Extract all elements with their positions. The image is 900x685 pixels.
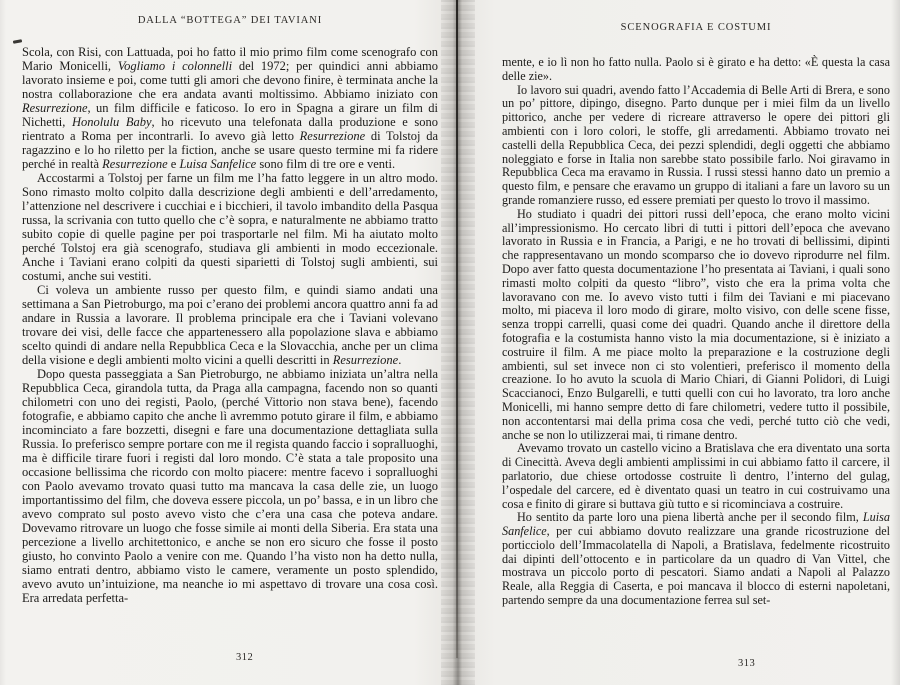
- paragraph: [22, 171, 438, 283]
- italic-text-run: Resurrezione: [102, 157, 168, 171]
- right-page-number: 313: [738, 658, 756, 669]
- left-page-text-column: [22, 45, 438, 605]
- book-gutter-shadow: [441, 0, 475, 685]
- right-page-text-column: [502, 56, 890, 608]
- text-run: mente, e io lì non ho fatto nulla. Paolo si è girato e ha detto: «È questa la casa delle zie».: [502, 55, 890, 83]
- running-header-left: DALLA “BOTTEGA” DEI TAVIANI: [137, 15, 323, 26]
- text-run: , ho ricevuto una telefonata dalla produzione e sono rientrato a Roma per incontrarli. Io avevo già letto: [22, 115, 438, 143]
- text-run: Io lavoro sui quadri, avendo fatto l’Accademia di Belle Arti di Brera, e sono un po’ pittore, dipingo, disegno. Parto dunque per i miei film da un livello pittorico, anche per vedere di ricreare attraverso le opere dei pittori gli ambienti con i loro colori, le stoffe, gli arredamenti. Abbiamo trovato nei castelli della Repubblica Ceca, dei pezzi splendidi, degli oggetti che abbiamo noleggiato e forse in Italia non sarebbe stato possibile farlo. Noi giravamo in Repubblica Ceca ma eravamo in Russia. I russi stessi hanno dato un premio a questo film, e pensare che eravamo un gruppo di italiani a fare un lavoro su un grande romanziere russo, ed essere premiati per questo lo trovo il massimo.: [502, 82, 890, 207]
- italic-text-run: Honolulu Baby: [72, 115, 152, 129]
- left-page-number: 312: [236, 652, 254, 663]
- text-run: Scola, con Risi, con Lattuada, poi ho fatto il mio primo film come scenografo con Mario Monicelli,: [22, 45, 438, 73]
- paragraph: [502, 84, 890, 208]
- scan-right-edge-shade: [891, 0, 900, 685]
- italic-text-run: Resurrezione: [22, 101, 88, 115]
- text-run: e: [167, 157, 180, 171]
- italic-text-run: Luisa Sanfelice: [502, 510, 890, 539]
- italic-text-run: Luisa Sanfelice: [179, 157, 257, 171]
- text-run: Avevamo trovato un castello vicino a Bratislava che era diventato una sorta di Cinecittà. Aveva degli ambienti amplissimi in cui abbiamo fatto il carcere, il parlatorio, due chiese ortodosse costruite lì dentro, l’interno del gulag, l’ospedale del carcere, ed è diventato quasi un teatro in cui costruivamo una cosa e finito di girare si buttava giù tutto e si ricominciava a costruire.: [502, 441, 890, 511]
- italic-text-run: Resurrezione: [299, 129, 366, 143]
- paragraph: [502, 511, 890, 608]
- text-run: del 1972; per quindici anni abbiamo lavorato insieme e poi, come tutti gli amori che devono finire, è terminata anche la nostra collaborazione che era andata avanti moltissimo. Abbiamo iniziato con: [22, 59, 439, 101]
- text-run: , un film difficile e faticoso. Io ero in Spagna a girare un film di Nichetti,: [22, 101, 438, 129]
- paragraph: [502, 208, 890, 443]
- scan-artifact-mark: [13, 39, 22, 44]
- italic-text-run: Resurrezione: [332, 353, 399, 367]
- paragraph: [502, 56, 890, 84]
- text-run: Ci voleva un ambiente russo per questo film, e quindi siamo andati una settimana a San Pietroburgo, ma poi c’erano dei problemi ancora quattro anni fa ad andare in Russia a lavorare. Il problema principale era che i Taviani volevano trovare dei visi, delle facce che appartenessero alla popolazione slava e abbiamo scelto quindi di andare nella Repubblica Ceca e la Slovacchia, anche per un clima della visione e degli ambienti molto vicini a quelli descritti in: [22, 283, 438, 367]
- scan-left-edge-shade: [0, 0, 6, 685]
- text-run: , per cui abbiamo dovuto realizzare una grande ricostruzione del porticciolo dell’Immacolatella di Napoli, a Bratislava, fedelmente ricostruito dai dipinti dell’ottocento e in particolare da un quadro di Van Vittel, che mostrava un piccolo porto di pescatori. Siamo andati a Napoli al Palazzo Reale, alla Reggia di Caserta, e poi mancava il blocco di esterni napoletani, partendo sempre da una documentazione ferrea sul set-: [502, 524, 890, 608]
- running-header-right: SCENOGRAFIA E COSTUMI: [620, 22, 772, 33]
- paragraph: [22, 367, 438, 605]
- right-page: [475, 0, 900, 685]
- text-run: Dopo questa passeggiata a San Pietroburgo, ne abbiamo iniziata un’altra nella Repubblica Ceca, girandola tutta, da Praga alla campagna, facendo non so quanti chilometri con uno dei registi, Paolo, (perché Vittorio non stava bene), facendo fotografie, e abbiamo capito che anche lì avremmo potuto girare il film, e abbiamo incominciato a fare bozzetti, disegni e fare una documentazione dettagliata sulla Russia. Io preferisco sempre portare con me il regista quando faccio i sopralluoghi, ma è difficile tirare fuori i registi dal loro mondo. C’è stata a tale proposito una occasione bellissima che ricordo con molto piacere: mentre facevo i sopralluoghi con Paolo avevamo trovato quasi tutto ma mancava la casa delle zie, un luogo importantissimo del film, che doveva essere piccola, un po’ bassa, e in un libro che avevo comprato sul posto avevo visto che c’era una casa che poteva andare. Dovevamo ritrovare un luogo che fosse simile ai monti della Siberia. Era stata una percezione a livello architettonico, e anche se non ero sicuro che fosse il posto giusto, ho convinto Paolo a venire con me. Quando l’ha visto non ha detto nulla, siamo entrati dentro, abbiamo visto le camere, veramente un posto splendido, avevo avuto un’intuizione, ma neanche io mi aspettavo di trovare una cosa così. Era arredata perfetta-: [22, 367, 438, 605]
- paragraph: [22, 45, 438, 171]
- paragraph: [22, 283, 438, 367]
- text-run: .: [398, 353, 402, 367]
- text-run: di Tolstoj da ragazzino e lo ho riletto per la fiction, anche se usare questo termine mi fa ridere perché in realtà: [22, 129, 438, 171]
- text-run: Ho studiato i quadri dei pittori russi dell’epoca, che erano molto vicini all’impressionismo. Ho cercato libri di tutti i pittori dell’epoca che avevano lavorato in Russia e in Francia, a Parigi, e ne ho trovati di bellissimi, dipinti che rappresentavano un mondo scomparso che io dovevo riprodurre nel film. Dopo aver fatto questa documentazione l’ho presentata ai Taviani, i quali sono rimasti molto colpiti da questo “libro”, visto che era la prima volta che lavoravano con me. Io avevo visto tutti i film dei Taviani e mi piacevano molto, mi piaceva il loro modo di girare, molto visivo, con delle scene fisse, senza troppi carrelli, quasi come dei quadri. Quando anche il direttore della fotografia e la costumista hanno visto la mia documentazione, si è iniziato a costruire il film. A me piace molto la preparazione e la costruzione degli ambienti, sul set invece non ci sto volentieri, preferisco il momento della creazione. Io ho avuto la scuola di Mario Chiari, di Gianni Polidori, di Luigi Scaccianoci, Enzo Bulgarelli, e tutti quelli con cui ho lavorato, tra loro anche Monicelli, mi hanno sempre detto di fare chilometri, vedere tutto il possibile, non accontentarsi mai della prima cosa che vedi, perché tutto ciò che vedi, anche se non lo utilizzerai mai, ti rimane dentro.: [502, 206, 890, 442]
- italic-text-run: Vogliamo i colonnelli: [117, 59, 233, 73]
- left-page: [0, 0, 441, 685]
- text-run: Ho sentito da parte loro una piena libertà anche per il secondo film,: [517, 510, 863, 525]
- text-run: Accostarmi a Tolstoj per farne un film me l’ha fatto leggere in un altro modo. Sono rimasto molto colpito dalla descrizione degli ambienti e dell’arredamento, l’attenzione nel descrivere i cucchiai e i bicchieri, il tavolo imbandito della Pasqua russa, la scrivania con tutto quello che c’è sopra, e naturalmente ne abbiamo tratto subito copie di quelle pagine per poi trasportarle nel film. Mi ha aiutato molto perché Tolstoj era già scenografo, studiava gli ambienti in modo eccezionale. Anche i Taviani erano colpiti da questi siparietti di Tolstoj sugli ambienti, sui costumi, anche sui vestiti.: [22, 171, 438, 283]
- paragraph: [502, 442, 890, 511]
- text-run: sono film di tre ore e venti.: [256, 157, 396, 171]
